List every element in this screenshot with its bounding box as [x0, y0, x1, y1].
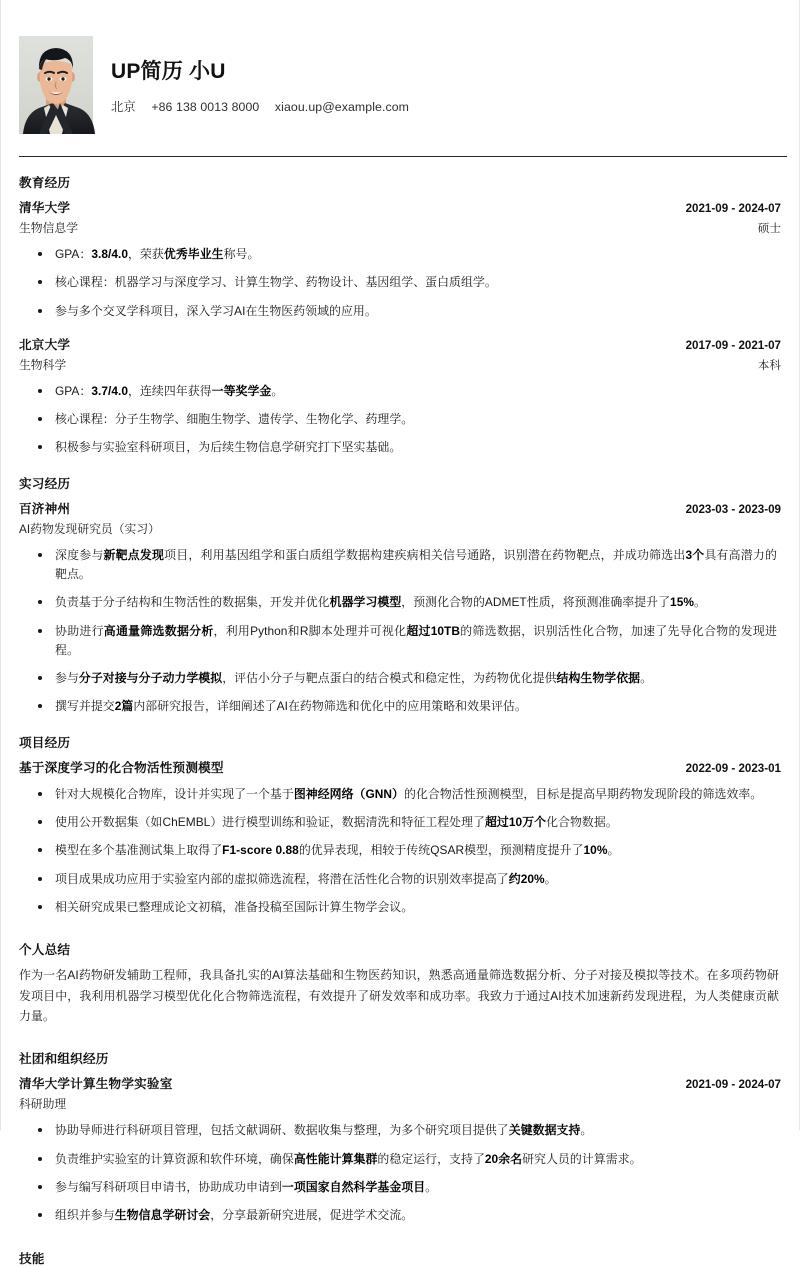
bullet-item: 参与编写科研项目申请书，协助成功申请到一项国家自然科学基金项目。 — [17, 1178, 783, 1197]
internship-entry — [17, 498, 783, 717]
internship-company: 百济神州 — [19, 501, 71, 516]
club-bullets — [17, 1121, 783, 1225]
project-name: 基于深度学习的化合物活性预测模型 — [19, 760, 224, 775]
education-degree: 硕士 — [757, 222, 781, 235]
header-divider — [19, 156, 787, 157]
section-title-education: 教育经历 — [19, 176, 71, 190]
education-major: 生物信息学 — [19, 221, 78, 235]
bullet-item: 积极参与实验室科研项目，为后续生物信息学研究打下坚实基础。 — [17, 438, 783, 457]
resume-header — [17, 36, 783, 134]
section-title-clubs: 社团和组织经历 — [19, 1052, 109, 1067]
education-school: 北京大学 — [19, 337, 71, 352]
project-date: 2022-09 - 2023-01 — [685, 761, 781, 775]
section-internship — [17, 473, 783, 717]
education-degree: 本科 — [757, 358, 781, 372]
section-title-internship: 实习经历 — [19, 476, 71, 491]
bullet-item: 模型在多个基准测试集上取得了F1-score 0.88的优异表现，相较于传统QSAR模型，预测精度提升了10%。 — [17, 841, 783, 860]
bullet-item: 核心课程：机器学习与深度学习、计算生物学、药物设计、基因组学、蛋白质组学。 — [17, 273, 783, 292]
identity-block — [111, 55, 409, 115]
bullet-item: GPA：3.8/4.0，荣获优秀毕业生称号。 — [17, 245, 783, 264]
project-bullets — [17, 785, 783, 917]
bullet-item: 使用公开数据集（如ChEMBL）进行模型训练和验证，数据清洗和特征工程处理了超过10万个化合物数据。 — [17, 813, 783, 832]
bullet-item: 核心课程：分子生物学、细胞生物学、遗传学、生物化学、药理学。 — [17, 410, 783, 429]
club-date: 2021-09 - 2024-07 — [685, 1078, 781, 1092]
bullet-item: 相关研究成果已整理成论文初稿，准备投稿至国际计算生物学会议。 — [17, 898, 783, 917]
bullet-item: 协助进行高通量筛选数据分析，利用Python和R脚本处理并可视化超过10TB的筛选数据，识别活性化合物，加速了先导化合物的发现进程。 — [17, 622, 783, 661]
education-date: 2017-09 - 2021-07 — [685, 338, 781, 352]
bullet-item: 协助导师进行科研项目管理，包括文献调研、数据收集与整理，为多个研究项目提供了关键数据支持。 — [17, 1121, 783, 1140]
bullet-item: 针对大规模化合物库，设计并实现了一个基于图神经网络（GNN）的化合物活性预测模型，目标是提高早期药物发现阶段的筛选效率。 — [17, 785, 783, 804]
bullet-item: GPA：3.7/4.0，连续四年获得一等奖学金。 — [17, 382, 783, 401]
summary-text: 作为一名AI药物研发辅助工程师，我具备扎实的AI算法基础和生物医药知识，熟悉高通量筛选数据分析、分子对接及模拟等技术。在多项药物研发项目中，我利用机器学习模型优化化合物筛选流程，有效提升了研发效率和成功率。我致力于通过AI技术加速新药发现进程，为人类健康贡献力量。 — [19, 968, 779, 1023]
project-entry — [17, 757, 783, 917]
bullet-item: 深度参与新靶点发现项目，利用基因组学和蛋白质组学数据构建疾病相关信号通路，识别潜在药物靶点，并成功筛选出3个具有高潜力的靶点。 — [17, 546, 783, 585]
section-summary — [17, 939, 783, 1026]
education-major: 生物科学 — [19, 357, 67, 372]
bullet-item: 项目成果成功应用于实验室内部的虚拟筛选流程，将潜在活性化合物的识别效率提高了约20%。 — [17, 870, 783, 889]
education-date: 2021-09 - 2024-07 — [685, 202, 781, 215]
section-skills — [17, 1248, 783, 1267]
section-clubs — [17, 1048, 783, 1225]
internship-role: AI药物发现研究员（实习） — [19, 521, 160, 536]
contact-location: 北京 — [111, 100, 136, 115]
contact-phone: +86 138 0013 8000 — [151, 100, 260, 115]
section-title-summary: 个人总结 — [19, 943, 71, 958]
page-title: UP简历 小U — [111, 59, 226, 83]
bullet-item: 参与多个交叉学科项目，深入学习AI在生物医药领域的应用。 — [17, 302, 783, 321]
education-bullets — [17, 245, 783, 321]
education-entry — [17, 197, 783, 321]
internship-bullets — [17, 546, 783, 717]
bullet-item: 负责维护实验室的计算资源和软件环境，确保高性能计算集群的稳定运行，支持了20余名研究人员的计算需求。 — [17, 1150, 783, 1169]
avatar — [19, 36, 93, 134]
section-education — [17, 172, 783, 458]
internship-date: 2023-03 - 2023-09 — [685, 502, 781, 516]
avatar-photo — [19, 36, 93, 134]
bullet-item: 组织并参与生物信息学研讨会，分享最新研究进展，促进学术交流。 — [17, 1206, 783, 1225]
education-bullets — [17, 382, 783, 458]
contact-line — [111, 97, 409, 115]
bullet-item: 负责基于分子结构和生物活性的数据集，开发并优化机器学习模型，预测化合物的ADMET性质，将预测准确率提升了15%。 — [17, 593, 783, 612]
club-role: 科研助理 — [19, 1097, 67, 1112]
club-entry — [17, 1073, 783, 1225]
club-org: 清华大学计算生物学实验室 — [19, 1077, 173, 1092]
section-projects — [17, 732, 783, 917]
bullet-item: 参与分子对接与分子动力学模拟，评估小分子与靶点蛋白的结合模式和稳定性，为药物优化提供结构生物学依据。 — [17, 669, 783, 688]
education-entry — [17, 334, 783, 458]
contact-email: xiaou.up@example.com — [274, 100, 410, 115]
section-title-skills: 技能 — [19, 1251, 45, 1266]
section-title-projects: 项目经历 — [19, 735, 71, 750]
education-school: 清华大学 — [19, 201, 71, 215]
bullet-item: 撰写并提交2篇内部研究报告，详细阐述了AI在药物筛选和优化中的应用策略和效果评估。 — [17, 697, 783, 716]
